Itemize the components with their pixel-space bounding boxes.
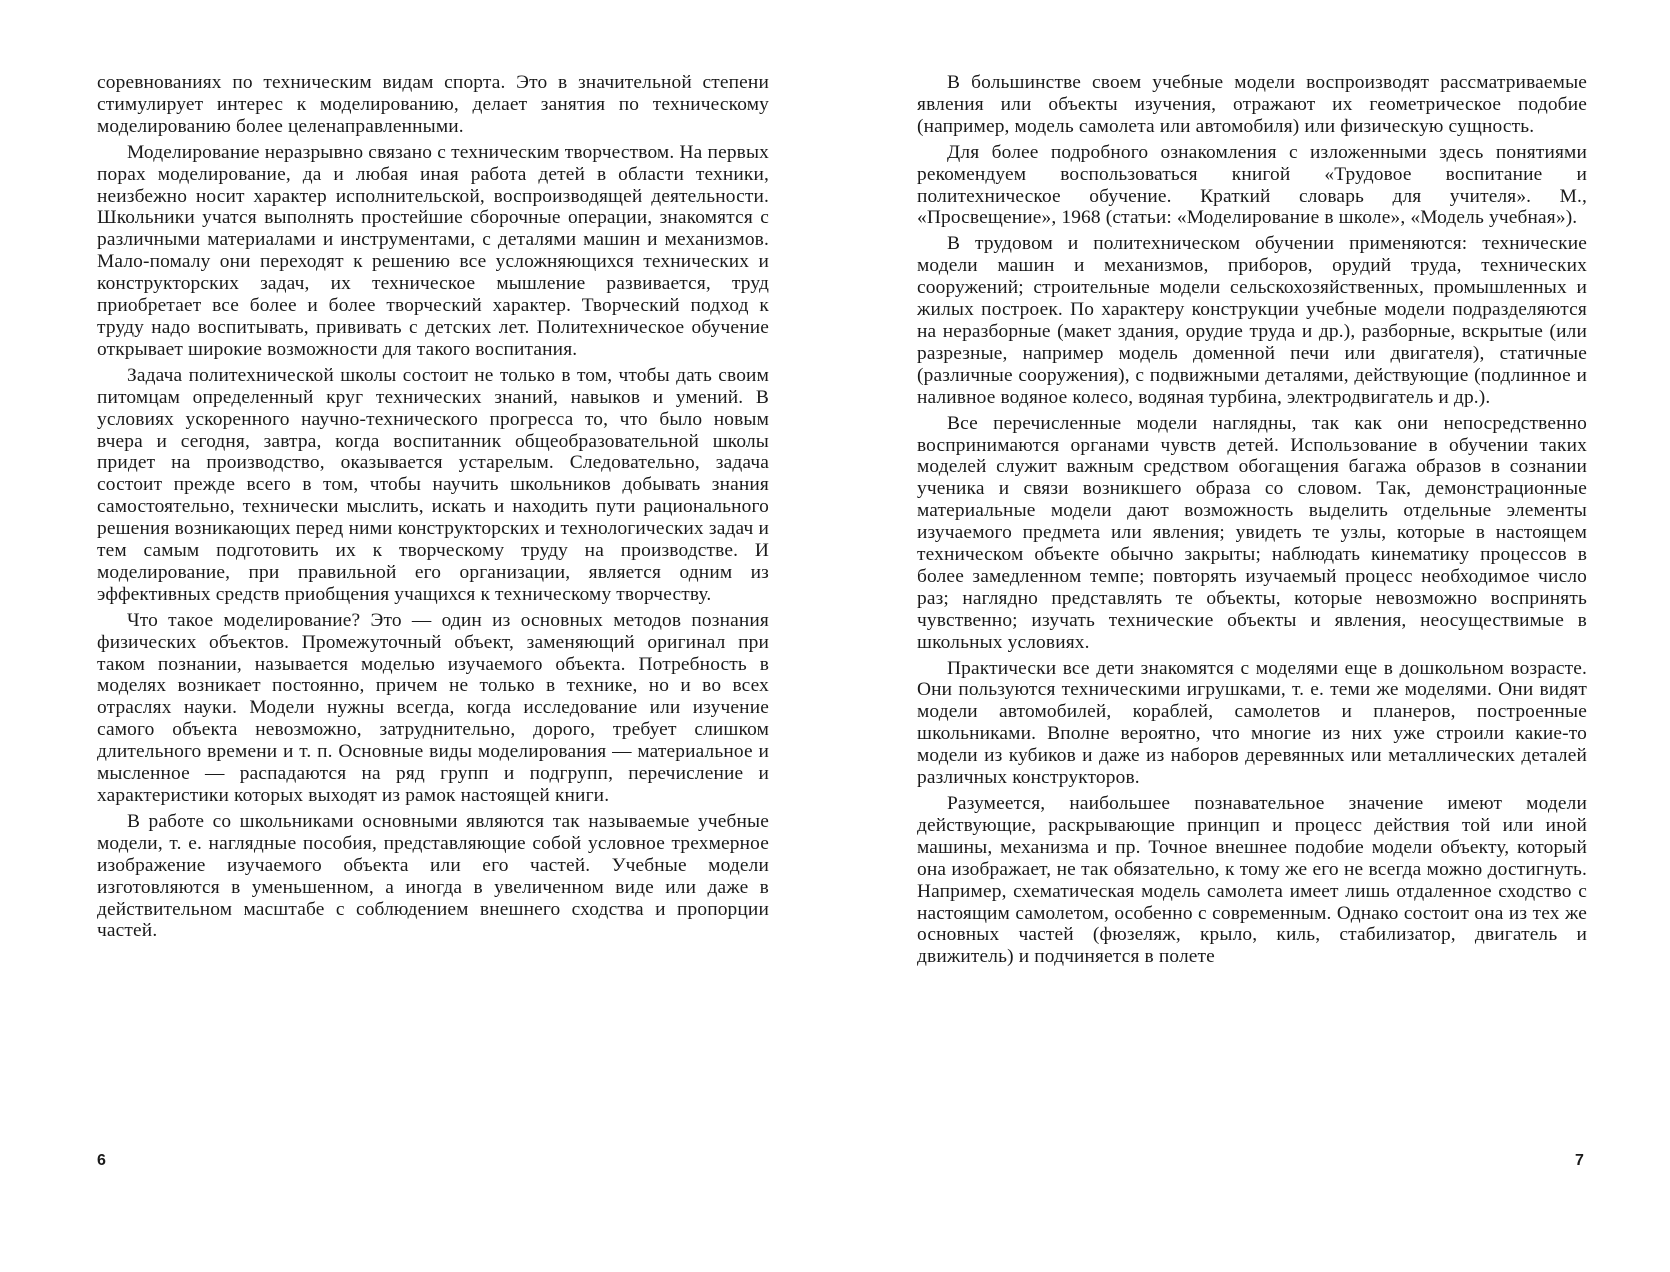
right-paragraph-2: Для более подробного ознакомления с изложенными здесь понятиями рекомендуем воспользоваться книгой «Трудовое воспитание и политехническое обучение. Краткий словарь для учителя». М., «Просвещение», 1968 (статьи: «Моделирование в школе», «Модель учебная»).: [917, 141, 1587, 229]
left-paragraph-3: Задача политехнической школы состоит не только в том, чтобы дать своим питомцам определенный круг технических знаний, навыков и умений. В условиях ускоренного научно-технического прогресса то, что было новым вчера и сегодня, завтра, когда воспитанник общеобразовательной школы придет на производство, оказывается устарелым. Следовательно, задача состоит прежде всего в том, чтобы научить школьников добывать знания самостоятельно, технически мыслить, искать и находить пути рационального решения возникающих перед ними конструкторских и технологических задач и тем самым подготовить их к творческому труду на производстве. И моделирование, при правильной его организации, является одним из эффективных средств приобщения учащихся к техническому творчеству.: [97, 364, 769, 605]
right-paragraph-1: В большинстве своем учебные модели воспроизводят рассматриваемые явления или объекты изучения, отражают их геометрическое подобие (например, модель самолета или автомобиля) или физическую сущность.: [917, 72, 1587, 137]
right-paragraph-6: Разумеется, наибольшее познавательное значение имеют модели действующие, раскрывающие принцип и процесс действия той или иной машины, механизма и пр. Точное внешнее подобие модели объекту, который она изображает, не так обязательно, к тому же его не всегда можно достигнуть. Например, схематическая модель самолета имеет лишь отдаленное сходство с настоящим самолетом, особенно с современным. Однако состоит она из тех же основных частей (фюзеляж, крыло, киль, стабилизатор, двигатель и движитель) и подчиняется в полете: [917, 793, 1587, 968]
left-page-number: 6: [97, 1152, 106, 1169]
left-paragraph-1: соревнованиях по техническим видам спорта. Это в значительной степени стимулирует интерес к моделированию, делает занятия по техническому моделированию более целенаправленными.: [97, 72, 769, 137]
right-paragraph-3: В трудовом и политехническом обучении применяются: технические модели машин и механизмов, приборов, орудий труда, технических сооружений; строительные модели сельскохозяйственных, промышленных и жилых построек. По характеру конструкции учебные модели подразделяются на неразборные (макет здания, орудие труда и др.), разборные, вскрытые (или разрезные, например модель доменной печи или двигателя), статичные (различные сооружения), с подвижными деталями, действующие (подлинное и наливное водяное колесо, водяная турбина, электродвигатель и др.).: [917, 233, 1587, 408]
left-paragraph-5: В работе со школьниками основными являются так называемые учебные модели, т. е. наглядные пособия, представляющие собой условное трехмерное изображение изучаемого объекта или его частей. Учебные модели изготовляются в уменьшенном, а иногда в увеличенном виде или даже в действительном масштабе с соблюдением внешнего сходства и пропорции частей.: [97, 810, 769, 942]
right-page-number: 7: [1575, 1152, 1584, 1169]
left-page: [97, 72, 769, 942]
left-paragraph-4: Что такое моделирование? Это — один из основных методов познания физических объектов. Промежуточный объект, заменяющий оригинал при таком познании, называется моделью изучаемого объекта. Потребность в моделях возникает постоянно, причем не только в технике, но и во всех отраслях науки. Модели нужны всегда, когда исследование или изучение самого объекта невозможно, затруднительно, дорого, требует слишком длительного времени и т. п. Основные виды моделирования — материальное и мысленное — распадаются на ряд групп и подгрупп, перечисление и характеристики которых выходят из рамок настоящей книги.: [97, 609, 769, 806]
right-paragraph-4: Все перечисленные модели наглядны, так как они непосредственно воспринимаются органами чувств детей. Использование в обучении таких моделей служит важным средством обогащения багажа образов в сознании ученика и связи возникшего образа со словом. Так, демонстрационные материальные модели дают возможность выделить отдельные элементы изучаемого предмета или явления; увидеть те узлы, которые в настоящем техническом объекте обычно закрыты; наблюдать кинематику процессов в более замедленном темпе; повторять изучаемый процесс необходимое число раз; наглядно представлять те объекты, которые невозможно воспринять чувственно; изучать технические объекты и явления, неосуществимые в школьных условиях.: [917, 412, 1587, 653]
right-paragraph-5: Практически все дети знакомятся с моделями еще в дошкольном возрасте. Они пользуются техническими игрушками, т. е. теми же моделями. Они видят модели автомобилей, кораблей, самолетов и планеров, построенные школьниками. Вполне вероятно, что многие из них уже строили какие-то модели из кубиков и даже из наборов деревянных или металлических деталей различных конструкторов.: [917, 657, 1587, 789]
right-page: [917, 72, 1587, 968]
left-paragraph-2: Моделирование неразрывно связано с техническим творчеством. На первых порах моделирование, да и любая иная работа детей в области техники, неизбежно носит характер исполнительской, воспроизводящей деятельности. Школьники учатся выполнять простейшие сборочные операции, знакомятся с различными материалами и инструментами, с деталями машин и механизмов. Мало-помалу они переходят к решению все усложняющихся технических и конструкторских задач, их техническое мышление развивается, труд приобретает все более и более творческий характер. Творческий подход к труду надо воспитывать, прививать с детских лет. Политехническое обучение открывает широкие возможности для такого воспитания.: [97, 141, 769, 360]
